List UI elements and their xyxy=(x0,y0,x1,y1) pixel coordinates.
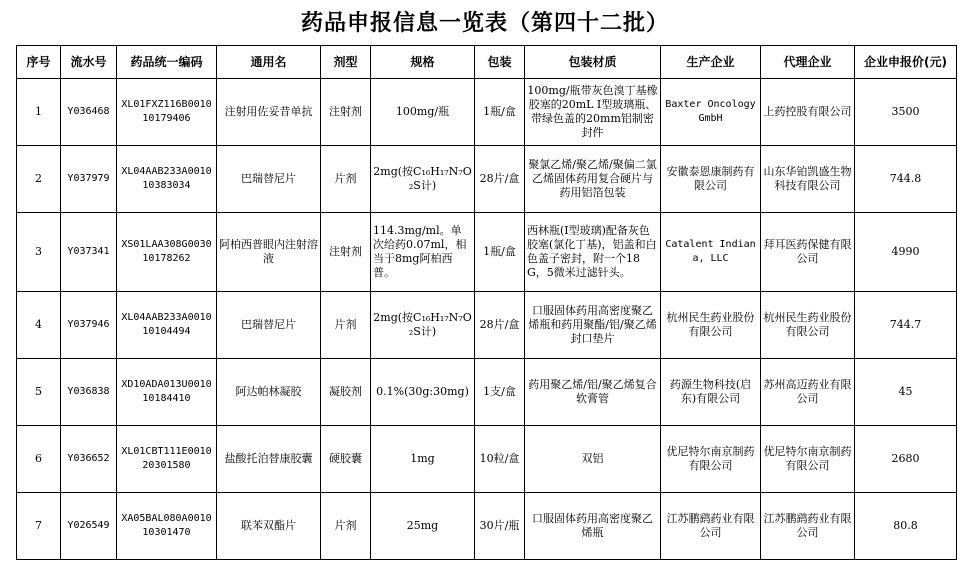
cell-form: 凝胶剂 xyxy=(321,359,371,426)
cell-price: 744.7 xyxy=(855,292,957,359)
cell-name: 巴瑞替尼片 xyxy=(217,146,321,213)
col-header-material: 包装材质 xyxy=(525,46,661,79)
cell-no: 5 xyxy=(17,359,61,426)
cell-price: 3500 xyxy=(855,79,957,146)
cell-name: 阿达帕林凝胶 xyxy=(217,359,321,426)
cell-spec: 25mg xyxy=(371,493,475,560)
cell-price: 744.8 xyxy=(855,146,957,213)
cell-pack: 10粒/盒 xyxy=(475,426,525,493)
cell-maker: 安徽泰恩康制药有限公司 xyxy=(661,146,761,213)
cell-pack: 30片/瓶 xyxy=(475,493,525,560)
cell-agent: 杭州民生药业股份有限公司 xyxy=(761,292,855,359)
cell-serial: Y036468 xyxy=(61,79,117,146)
cell-spec: 2mg(按C₁₆H₁₇N₇O₂S计) xyxy=(371,292,475,359)
cell-material: 西林瓶(I型玻璃)配备灰色胶塞(氯化丁基)，铝盖和白色盖子密封，附一个18G，5微米过滤针头。 xyxy=(525,213,661,292)
cell-maker: 杭州民生药业股份有限公司 xyxy=(661,292,761,359)
cell-agent: 上药控股有限公司 xyxy=(761,79,855,146)
cell-pack: 1瓶/盒 xyxy=(475,213,525,292)
cell-form: 片剂 xyxy=(321,292,371,359)
cell-material: 双铝 xyxy=(525,426,661,493)
table-row xyxy=(17,359,957,426)
cell-maker: Baxter Oncology GmbH xyxy=(661,79,761,146)
col-header-pack: 包装 xyxy=(475,46,525,79)
cell-form: 片剂 xyxy=(321,146,371,213)
cell-material: 口服固体药用高密度聚乙烯瓶和药用聚酯/铝/聚乙烯封口垫片 xyxy=(525,292,661,359)
cell-spec: 2mg(按C₁₆H₁₇N₇O₂S计) xyxy=(371,146,475,213)
header-row xyxy=(17,46,957,79)
cell-code: XL01CBT111E001020301580 xyxy=(117,426,217,493)
col-header-code: 药品统一编码 xyxy=(117,46,217,79)
cell-code: XL01FXZ116B001010179406 xyxy=(117,79,217,146)
cell-material: 药用聚乙烯/铝/聚乙烯复合软膏管 xyxy=(525,359,661,426)
table-row xyxy=(17,426,957,493)
cell-code: XL04AAB233A001010383034 xyxy=(117,146,217,213)
cell-code: XS01LAA308G003010178262 xyxy=(117,213,217,292)
cell-code: XA05BAL080A001010301470 xyxy=(117,493,217,560)
cell-price: 80.8 xyxy=(855,493,957,560)
cell-no: 7 xyxy=(17,493,61,560)
cell-spec: 0.1%(30g:30mg) xyxy=(371,359,475,426)
cell-serial: Y026549 xyxy=(61,493,117,560)
cell-spec: 1mg xyxy=(371,426,475,493)
cell-pack: 28片/盒 xyxy=(475,292,525,359)
cell-maker: Catalent Indiana, LLC xyxy=(661,213,761,292)
cell-serial: Y037946 xyxy=(61,292,117,359)
cell-no: 4 xyxy=(17,292,61,359)
cell-serial: Y037341 xyxy=(61,213,117,292)
cell-agent: 山东华铂凯盛生物科技有限公司 xyxy=(761,146,855,213)
cell-price: 2680 xyxy=(855,426,957,493)
cell-code: XD10ADA013U001010184410 xyxy=(117,359,217,426)
cell-material: 口服固体药用高密度聚乙烯瓶 xyxy=(525,493,661,560)
col-header-form: 剂型 xyxy=(321,46,371,79)
cell-form: 注射剂 xyxy=(321,213,371,292)
page-title: 药品申报信息一览表（第四十二批） xyxy=(300,10,669,36)
cell-name: 联苯双酯片 xyxy=(217,493,321,560)
cell-price: 45 xyxy=(855,359,957,426)
cell-maker: 优尼特尔南京制药有限公司 xyxy=(661,426,761,493)
cell-code: XL04AAB233A001010104494 xyxy=(117,292,217,359)
cell-name: 阿柏西普眼内注射溶液 xyxy=(217,213,321,292)
cell-form: 片剂 xyxy=(321,493,371,560)
cell-no: 2 xyxy=(17,146,61,213)
col-header-price: 企业申报价(元) xyxy=(855,46,957,79)
col-header-serial: 流水号 xyxy=(61,46,117,79)
cell-serial: Y036652 xyxy=(61,426,117,493)
cell-material: 聚氯乙烯/聚乙烯/聚偏二氯乙烯固体药用复合硬片与药用铝箔包装 xyxy=(525,146,661,213)
cell-serial: Y036838 xyxy=(61,359,117,426)
col-header-no: 序号 xyxy=(17,46,61,79)
cell-name: 巴瑞替尼片 xyxy=(217,292,321,359)
table-row xyxy=(17,493,957,560)
cell-maker: 药源生物科技(启东)有限公司 xyxy=(661,359,761,426)
cell-pack: 28片/盒 xyxy=(475,146,525,213)
col-header-name: 通用名 xyxy=(217,46,321,79)
table-row xyxy=(17,213,957,292)
cell-maker: 江苏鹏鹞药业有限公司 xyxy=(661,493,761,560)
table-row xyxy=(17,292,957,359)
cell-form: 注射剂 xyxy=(321,79,371,146)
cell-no: 3 xyxy=(17,213,61,292)
cell-agent: 江苏鹏鹞药业有限公司 xyxy=(761,493,855,560)
col-header-maker: 生产企业 xyxy=(661,46,761,79)
cell-agent: 拜耳医药保健有限公司 xyxy=(761,213,855,292)
cell-name: 盐酸托泊替康胶囊 xyxy=(217,426,321,493)
cell-no: 6 xyxy=(17,426,61,493)
cell-pack: 1支/盒 xyxy=(475,359,525,426)
drug-table xyxy=(16,45,957,560)
table-row xyxy=(17,146,957,213)
col-header-spec: 规格 xyxy=(371,46,475,79)
col-header-agent: 代理企业 xyxy=(761,46,855,79)
cell-spec: 114.3mg/ml。单次给药0.07ml，相当于8mg阿柏西普。 xyxy=(371,213,475,292)
cell-spec: 100mg/瓶 xyxy=(371,79,475,146)
cell-pack: 1瓶/盒 xyxy=(475,79,525,146)
cell-agent: 优尼特尔南京制药有限公司 xyxy=(761,426,855,493)
cell-serial: Y037979 xyxy=(61,146,117,213)
cell-price: 4990 xyxy=(855,213,957,292)
cell-name: 注射用佐妥昔单抗 xyxy=(217,79,321,146)
table-row xyxy=(17,79,957,146)
cell-form: 硬胶囊 xyxy=(321,426,371,493)
cell-no: 1 xyxy=(17,79,61,146)
cell-material: 100mg/瓶带灰色溴丁基橡胶塞的20mL I型玻璃瓶、带绿色盖的20mm铝制密封件 xyxy=(525,79,661,146)
cell-agent: 苏州高迈药业有限公司 xyxy=(761,359,855,426)
